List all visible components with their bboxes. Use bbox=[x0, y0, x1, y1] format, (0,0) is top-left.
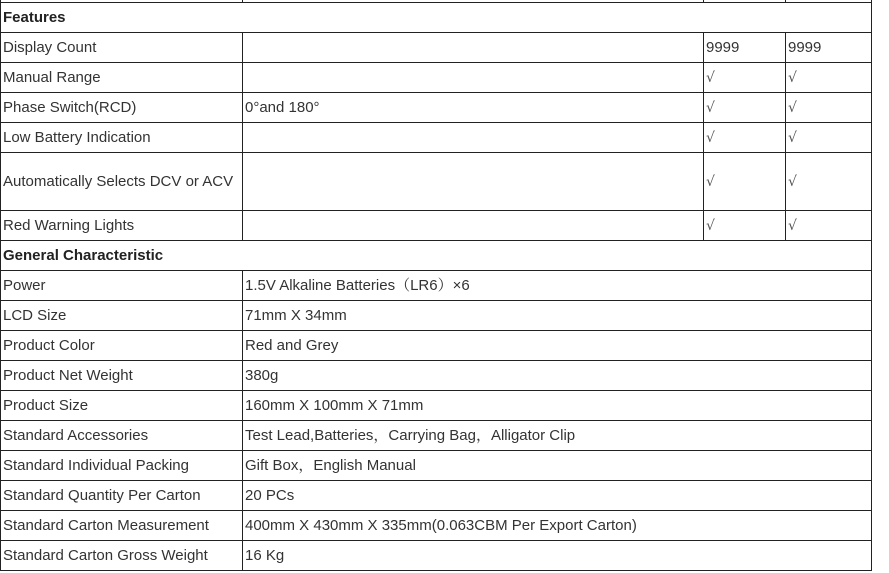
feature-value bbox=[243, 63, 704, 93]
table-row bbox=[1, 93, 872, 123]
table-row bbox=[1, 33, 872, 63]
spec-value: 380g bbox=[243, 361, 872, 391]
feature-label: Manual Range bbox=[1, 63, 243, 93]
feature-label: Low Battery Indication bbox=[1, 123, 243, 153]
table-row bbox=[1, 271, 872, 301]
spec-label: Standard Quantity Per Carton bbox=[1, 481, 243, 511]
feature-col-b: √ bbox=[786, 93, 872, 123]
spec-label: LCD Size bbox=[1, 301, 243, 331]
general-header-row bbox=[1, 241, 872, 271]
general-section-title: General Characteristic bbox=[1, 241, 872, 271]
spec-value: 71mm X 34mm bbox=[243, 301, 872, 331]
spec-value: Red and Grey bbox=[243, 331, 872, 361]
table-row bbox=[1, 391, 872, 421]
feature-col-b: √ bbox=[786, 123, 872, 153]
table-row bbox=[1, 153, 872, 211]
table-row bbox=[1, 301, 872, 331]
feature-col-b: 9999 bbox=[786, 33, 872, 63]
spec-label: Standard Carton Measurement bbox=[1, 511, 243, 541]
spec-value: 400mm X 430mm X 335mm(0.063CBM Per Export Carton) bbox=[243, 511, 872, 541]
table-row bbox=[1, 211, 872, 241]
features-section-title: Features bbox=[1, 3, 872, 33]
feature-col-a: √ bbox=[704, 93, 786, 123]
feature-label: Phase Switch(RCD) bbox=[1, 93, 243, 123]
table-row bbox=[1, 331, 872, 361]
table-row bbox=[1, 361, 872, 391]
feature-col-a: √ bbox=[704, 123, 786, 153]
spec-label: Product Color bbox=[1, 331, 243, 361]
feature-label: Display Count bbox=[1, 33, 243, 63]
spec-label: Standard Carton Gross Weight bbox=[1, 541, 243, 571]
table-row bbox=[1, 421, 872, 451]
spec-value: 20 PCs bbox=[243, 481, 872, 511]
feature-value bbox=[243, 153, 704, 211]
spec-value: 16 Kg bbox=[243, 541, 872, 571]
feature-col-a: 9999 bbox=[704, 33, 786, 63]
feature-value bbox=[243, 123, 704, 153]
spec-label: Power bbox=[1, 271, 243, 301]
spec-label: Standard Individual Packing bbox=[1, 451, 243, 481]
spec-value: 1.5V Alkaline Batteries（LR6）×6 bbox=[243, 271, 872, 301]
feature-col-b: √ bbox=[786, 63, 872, 93]
spec-label: Product Net Weight bbox=[1, 361, 243, 391]
feature-col-b: √ bbox=[786, 211, 872, 241]
table-row bbox=[1, 123, 872, 153]
feature-label: Automatically Selects DCV or ACV bbox=[1, 153, 243, 211]
table-row bbox=[1, 451, 872, 481]
spec-label: Product Size bbox=[1, 391, 243, 421]
table-row bbox=[1, 511, 872, 541]
feature-label: Red Warning Lights bbox=[1, 211, 243, 241]
spec-value: Gift Box，English Manual bbox=[243, 451, 872, 481]
table-row bbox=[1, 481, 872, 511]
feature-value bbox=[243, 211, 704, 241]
feature-col-a: √ bbox=[704, 153, 786, 211]
table-row bbox=[1, 541, 872, 571]
table-row bbox=[1, 63, 872, 93]
spec-value: 160mm X 100mm X 71mm bbox=[243, 391, 872, 421]
spec-value: Test Lead,Batteries，Carrying Bag，Alligator Clip bbox=[243, 421, 872, 451]
feature-col-b: √ bbox=[786, 153, 872, 211]
feature-col-a: √ bbox=[704, 63, 786, 93]
feature-value bbox=[243, 33, 704, 63]
spec-label: Standard Accessories bbox=[1, 421, 243, 451]
features-header-row bbox=[1, 3, 872, 33]
feature-col-a: √ bbox=[704, 211, 786, 241]
feature-value: 0°and 180° bbox=[243, 93, 704, 123]
